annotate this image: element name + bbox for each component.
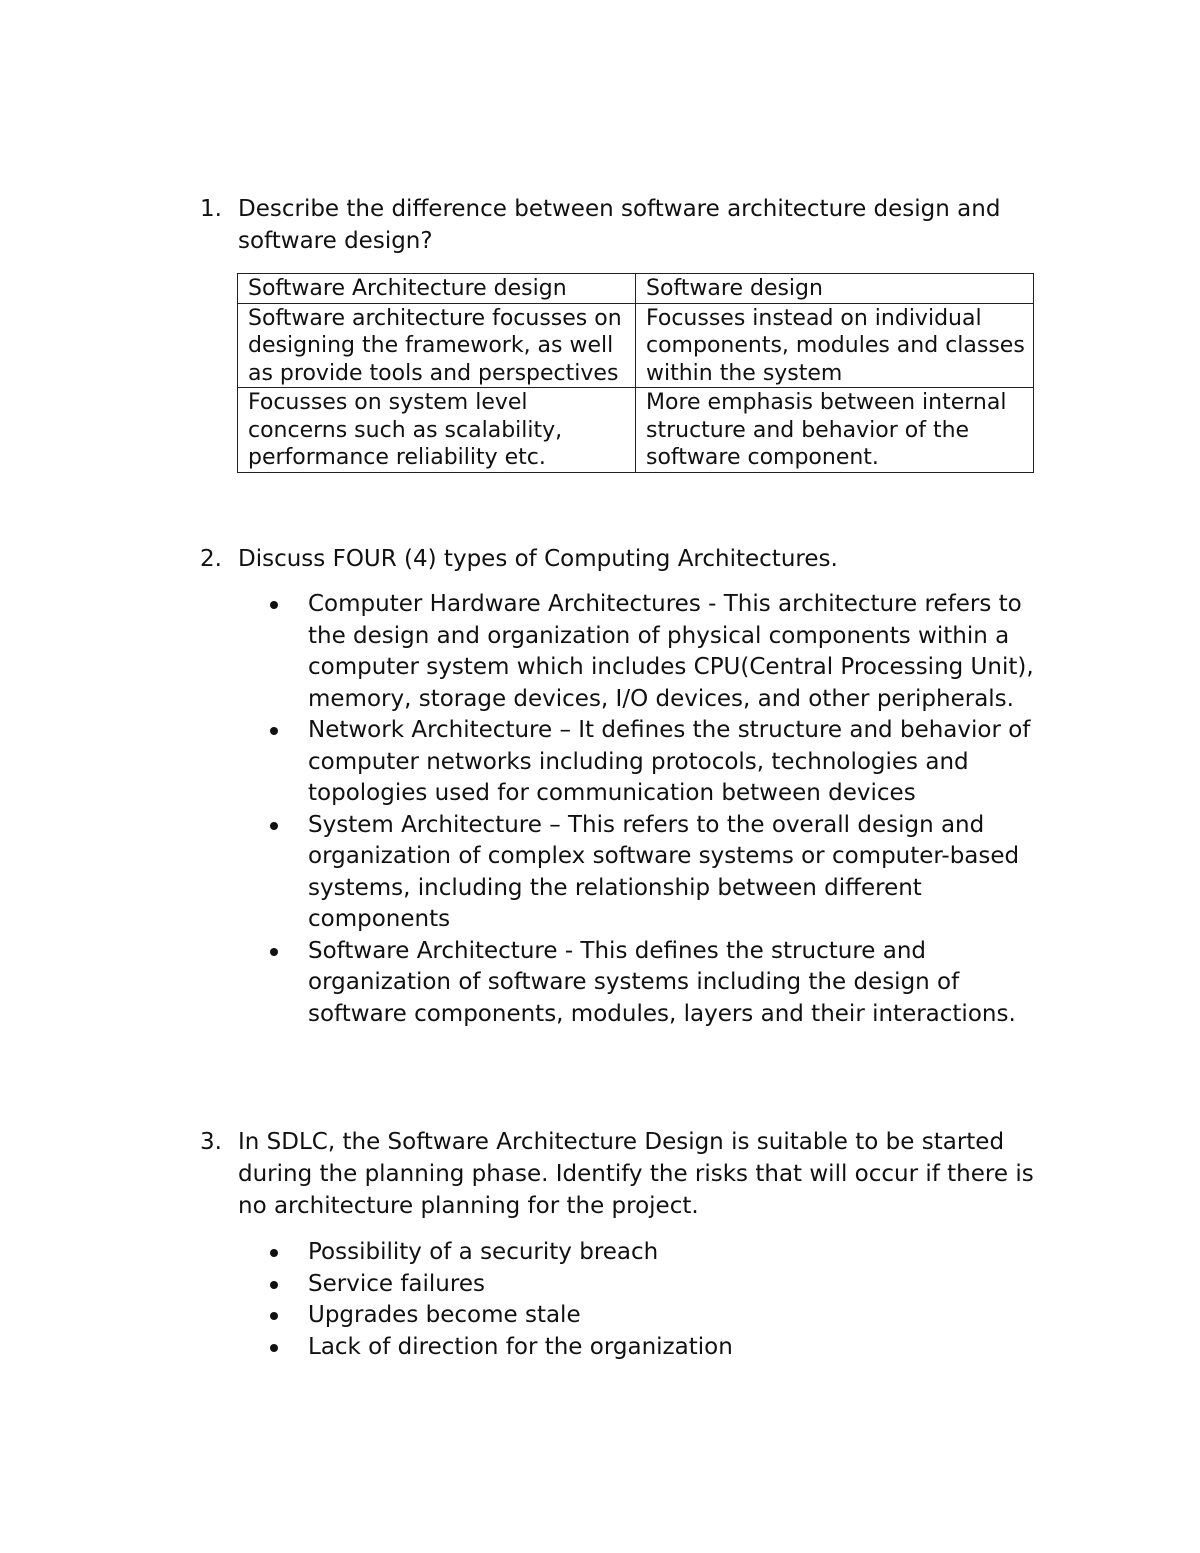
list-item-text: Software Architecture - This defines the structure and organization of software systems including the design of software components, modules, layers and their interactions. [308, 937, 1016, 1027]
bullet-icon [270, 1281, 278, 1289]
question-text: Discuss FOUR (4) types of Computing Architectures. [238, 546, 838, 572]
bullet-icon [270, 822, 278, 830]
list-item [270, 1237, 1040, 1269]
table-header-cell: Software design [636, 274, 1034, 304]
comparison-table [237, 273, 1034, 473]
architecture-types-list [270, 589, 1040, 1030]
question-number: 1. [200, 196, 222, 222]
list-item-text: Upgrades become stale [308, 1302, 581, 1328]
table-cell: Focusses on system level concerns such as scalability, performance reliability etc. [238, 388, 636, 473]
question-3 [200, 1126, 1040, 1222]
bullet-icon [270, 601, 278, 609]
table-row [238, 303, 1034, 388]
question-text: Describe the difference between software architecture design and software design? [238, 196, 1001, 254]
question-text: In SDLC, the Software Architecture Design is suitable to be started during the planning phase. Identify the risks that will occur if there is no architecture planning for the project. [238, 1129, 1034, 1219]
bullet-icon [270, 1344, 278, 1352]
table-cell: Focusses instead on individual components, modules and classes within the system [636, 303, 1034, 388]
list-item [270, 589, 1040, 715]
list-item [270, 715, 1040, 810]
list-item-text: Network Architecture – It defines the structure and behavior of computer networks including protocols, technologies and topologies used for communication between devices [308, 717, 1031, 806]
list-item-text: Service failures [308, 1270, 485, 1297]
list-item-text: Possibility of a security breach [308, 1239, 659, 1265]
list-item-text: Lack of direction for the organization [308, 1333, 733, 1360]
question-number: 3. [200, 1129, 222, 1155]
question-1 [200, 193, 1040, 257]
bullet-icon [270, 948, 278, 956]
table-cell: Software architecture focusses on designing the framework, as well as provide tools and perspectives [238, 303, 636, 388]
question-number: 2. [200, 546, 222, 572]
list-item [270, 936, 1040, 1031]
list-item-text: Computer Hardware Architectures - This architecture refers to the design and organization of physical components within a computer system which includes CPU(Central Processing Unit), memory, storage devices, I/O devices, and other peripherals. [308, 591, 1034, 712]
list-item [270, 1332, 1040, 1364]
table-row [238, 388, 1034, 473]
table-cell: More emphasis between internal structure and behavior of the software component. [636, 388, 1034, 473]
bullet-icon [270, 1249, 278, 1257]
list-item [270, 810, 1040, 936]
risks-list [270, 1237, 1040, 1363]
question-2 [200, 543, 1040, 575]
list-item [270, 1269, 1040, 1301]
bullet-icon [270, 727, 278, 735]
list-item-text: System Architecture – This refers to the overall design and organization of complex software systems or computer-based systems, including the relationship between different components [308, 811, 1020, 932]
table-header-cell: Software Architecture design [238, 274, 636, 304]
list-item [270, 1300, 1040, 1332]
bullet-icon [270, 1312, 278, 1320]
table-header-row [238, 274, 1034, 304]
